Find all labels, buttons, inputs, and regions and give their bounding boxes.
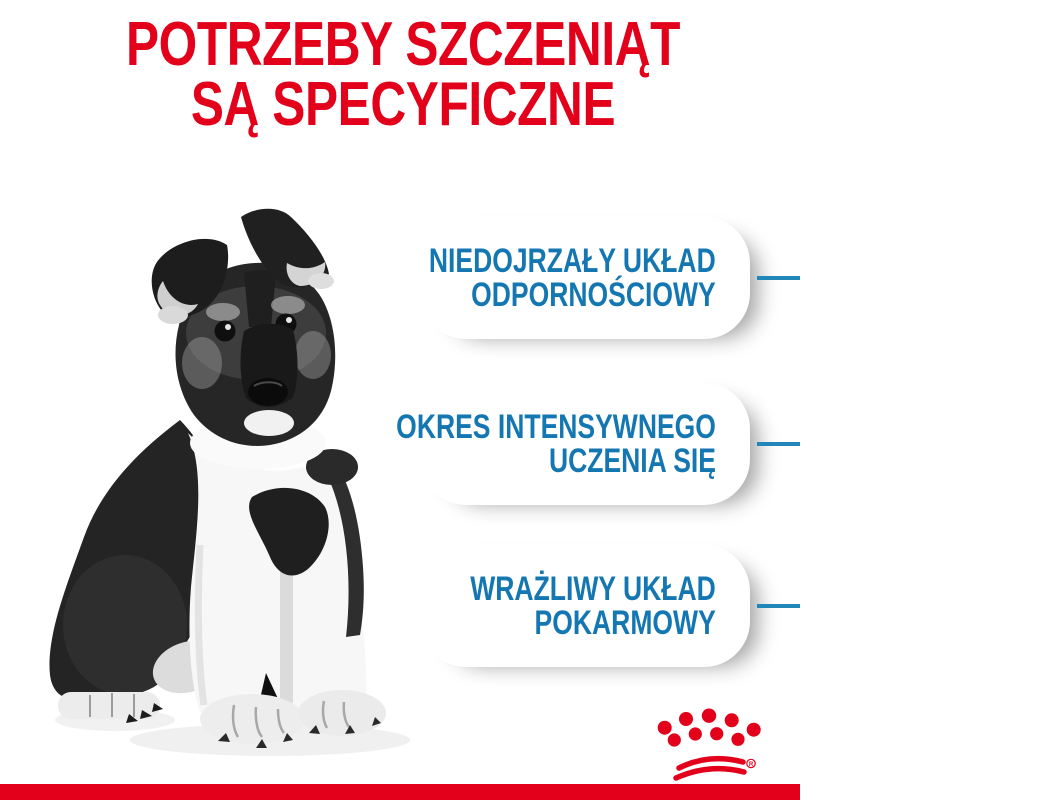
need-label-immune-system xyxy=(429,244,716,312)
need-card-digestive-system xyxy=(420,545,750,667)
connector-line-3 xyxy=(757,604,800,608)
need-card-learning-period xyxy=(396,383,750,505)
connector-line-2 xyxy=(757,442,800,446)
need-card-immune-system xyxy=(420,217,750,339)
royal-canin-crown-icon xyxy=(650,700,766,792)
registered-icon: R xyxy=(748,762,754,768)
title-line-1: POTRZEBY SZCZENIĄT xyxy=(125,10,681,79)
need-label-line: WRAŻLIWY UKŁAD xyxy=(470,570,716,608)
need-label-line: UCZENIA SIĘ xyxy=(549,442,716,480)
need-label-digestive-system xyxy=(470,572,716,640)
puppy-photo xyxy=(30,205,430,770)
footer-red-bar xyxy=(0,784,800,800)
need-label-learning-period xyxy=(396,410,716,478)
connector-line-1 xyxy=(757,276,800,280)
page-title xyxy=(0,10,806,139)
title-line-2: SĄ SPECYFICZNE xyxy=(190,70,616,139)
need-label-line: ODPORNOŚCIOWY xyxy=(471,276,716,314)
need-label-line: POKARMOWY xyxy=(534,604,716,642)
need-label-line: OKRES INTENSYWNEGO xyxy=(396,408,716,446)
need-label-line: NIEDOJRZAŁY UKŁAD xyxy=(429,242,716,280)
